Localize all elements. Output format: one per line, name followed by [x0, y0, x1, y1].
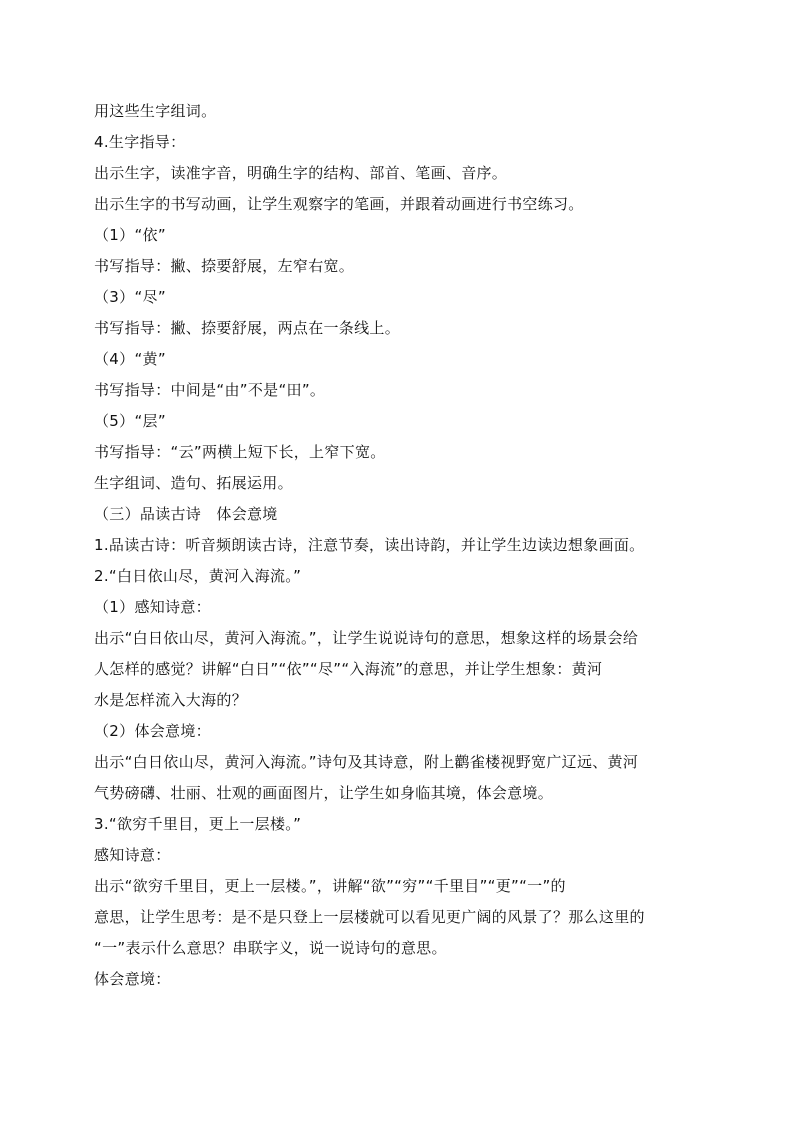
character-item: （4）“黄” [94, 350, 166, 368]
poem-line-heading: 2.“白日依山尽，黄河入海流。” [94, 567, 302, 585]
section-heading: （三）品读古诗 体会意境 [94, 505, 278, 523]
text-line: 书写指导：中间是“由”不是“田”。 [94, 381, 326, 399]
text-line: 书写指导：“云”两横上短下长，上窄下宽。 [94, 443, 386, 461]
text-line: 意思，让学生思考：是不是只登上一层楼就可以看见更广阔的风景了？那么这里的 [94, 908, 645, 926]
text-line: 生字组词、造句、拓展运用。 [94, 474, 293, 492]
character-item: （5）“层” [94, 412, 166, 430]
character-item: （1）“依” [94, 226, 166, 244]
section-heading: 4.生字指导： [94, 133, 186, 151]
subsection-heading: （1）感知诗意： [94, 598, 211, 616]
text-line: 书写指导：撇、捺要舒展，两点在一条线上。 [94, 319, 401, 337]
text-line: 1.品读古诗：听音频朗读古诗，注意节奏，读出诗韵，并让学生边读边想象画面。 [94, 536, 645, 554]
subsection-heading: 感知诗意： [94, 846, 171, 864]
text-line: 水是怎样流入大海的？ [94, 691, 248, 709]
text-line: “一”表示什么意思？串联字义，说一说诗句的意思。 [94, 939, 447, 957]
text-line: 出示“白日依山尽，黄河入海流。”诗句及其诗意，附上鹳雀楼视野宽广辽远、黄河 [94, 753, 639, 771]
text-line: 用这些生字组词。 [94, 102, 217, 120]
text-line: 出示“白日依山尽，黄河入海流。”，让学生说说诗句的意思，想象这样的场景会给 [94, 629, 639, 647]
subsection-heading: （2）体会意境： [94, 722, 211, 740]
text-line: 出示“欲穷千里目，更上一层楼。”，讲解“欲”“穷”“千里目”“更”“一”的 [94, 877, 566, 895]
character-item: （3）“尽” [94, 288, 166, 306]
text-line: 人怎样的感觉？讲解“白日”“依”“尽”“入海流”的意思，并让学生想象：黄河 [94, 660, 603, 678]
text-line: 气势磅礴、壮丽、壮观的画面图片，让学生如身临其境，体会意境。 [94, 784, 554, 802]
text-line: 出示生字的书写动画，让学生观察字的笔画，并跟着动画进行书空练习。 [94, 195, 584, 213]
poem-line-heading: 3.“欲穷千里目，更上一层楼。” [94, 815, 302, 833]
subsection-heading: 体会意境： [94, 970, 171, 988]
text-line: 书写指导：撇、捺要舒展，左窄右宽。 [94, 257, 355, 275]
document-body [94, 96, 704, 995]
text-line: 出示生字，读准字音，明确生字的结构、部首、笔画、音序。 [94, 164, 508, 182]
